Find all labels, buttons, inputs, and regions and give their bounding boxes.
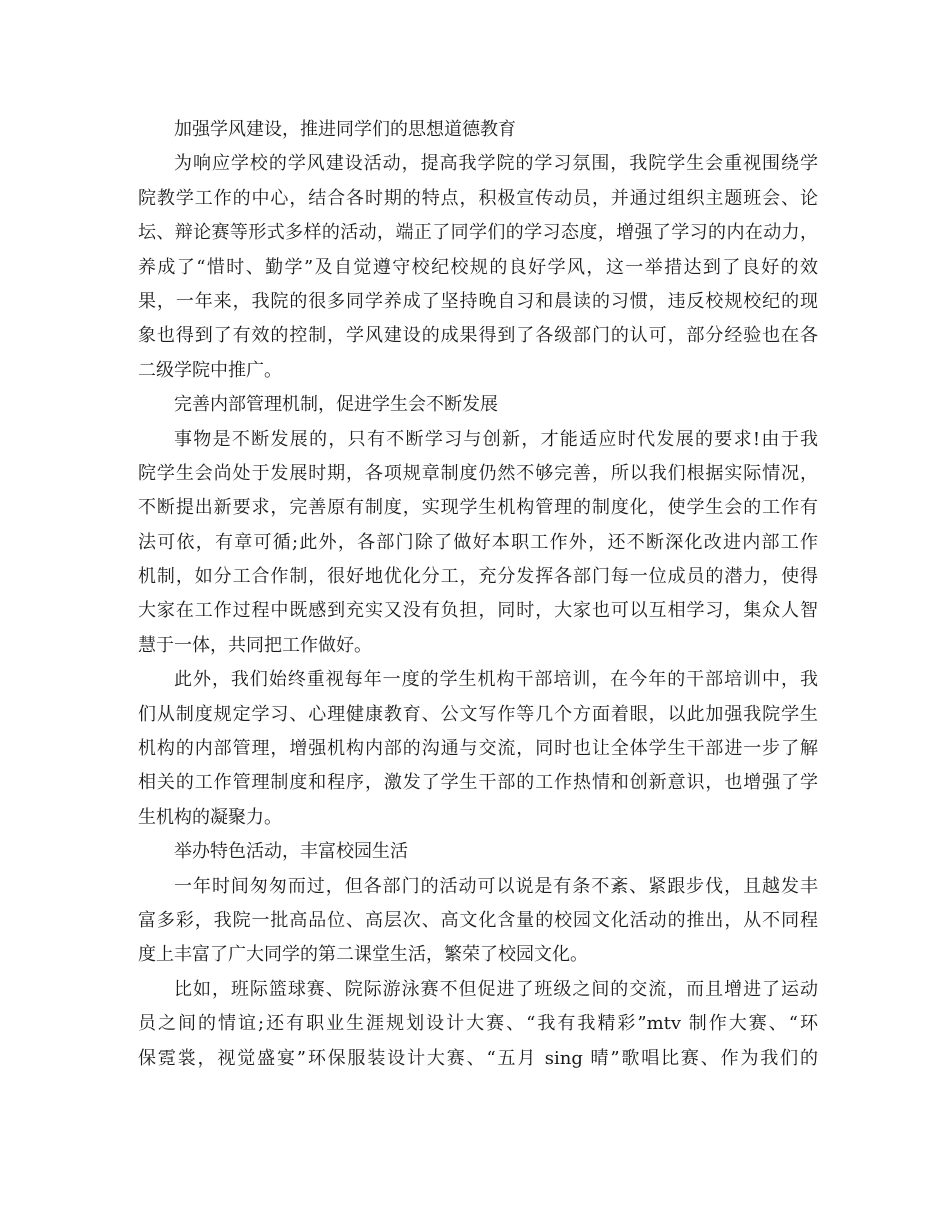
text-line: 慧于一体，共同把工作做好。	[138, 634, 372, 656]
text-line: 二级学院中推广。	[138, 359, 282, 381]
text-line: 事物是不断发展的，只有不断学习与创新，才能适应时代发展的要求!由于我	[174, 428, 818, 450]
text-line: 不断提出新要求，完善原有制度，实现学生机构管理的制度化，使学生会的工作有	[138, 497, 818, 519]
text-line: 一年时间匆匆而过，但各部门的活动可以说是有条不紊、紧跟步伐，且越发丰	[174, 875, 818, 897]
text-line: 院学生会尚处于发展时期，各项规章制度仍然不够完善，所以我们根据实际情况，	[138, 462, 818, 484]
text-line: 保霓裳，视觉盛宴”环保服装设计大赛、“五月 sing 晴”歌唱比赛、作为我们的	[138, 1047, 818, 1069]
section-heading: 加强学风建设，推进同学们的思想道德教育	[174, 119, 516, 140]
document-body	[138, 113, 818, 1076]
text-line: 为响应学校的学风建设活动，提高我学院的学习氛围，我院学生会重视围绕学	[174, 153, 818, 175]
paragraph	[138, 423, 818, 664]
text-line: 养成了“惜时、勤学”及自觉遵守校纪校规的良好学风，这一举措达到了良好的效	[138, 256, 818, 278]
text-line: 机构的内部管理，增强机构内部的沟通与交流，同时也让全体学生干部进一步了解	[138, 738, 818, 760]
text-line: 坛、辩论赛等形式多样的活动，端正了同学们的学习态度，增强了学习的内在动力，	[138, 222, 818, 244]
text-line: 大家在工作过程中既感到充实又没有负担，同时，大家也可以互相学习，集众人智	[138, 600, 818, 622]
text-line: 员之间的情谊;还有职业生涯规划设计大赛、“我有我精彩”mtv 制作大赛、“环	[138, 1013, 818, 1035]
text-line: 机制，如分工合作制，很好地优化分工，充分发挥各部门每一位成员的潜力，使得	[138, 566, 818, 588]
text-line: 生机构的凝聚力。	[138, 806, 282, 828]
text-line: 富多彩，我院一批高品位、高层次、高文化含量的校园文化活动的推出，从不同程	[138, 909, 818, 931]
text-line: 法可依，有章可循;此外，各部门除了做好本职工作外，还不断深化改进内部工作	[138, 531, 818, 553]
paragraph	[138, 147, 818, 388]
paragraph	[138, 663, 818, 835]
text-line: 果，一年来，我院的很多同学养成了坚持晚自习和晨读的习惯，违反校规校纪的现	[138, 290, 818, 312]
text-line: 院教学工作的中心，结合各时期的特点，积极宣传动员，并通过组织主题班会、论	[138, 187, 818, 209]
text-line: 相关的工作管理制度和程序，激发了学生干部的工作热情和创新意识，也增强了学	[138, 772, 818, 794]
text-line: 比如，班际篮球赛、院际游泳赛不但促进了班级之间的交流，而且增进了运动	[174, 978, 818, 1000]
text-line: 度上丰富了广大同学的第二课堂生活，繁荣了校园文化。	[138, 944, 588, 966]
text-line: 此外，我们始终重视每年一度的学生机构干部培训，在今年的干部培训中，我	[174, 669, 818, 691]
paragraph	[138, 973, 818, 1076]
text-line: 象也得到了有效的控制，学风建设的成果得到了各级部门的认可，部分经验也在各	[138, 325, 818, 347]
section-heading: 举办特色活动，丰富校园生活	[174, 841, 408, 863]
section-heading: 完善内部管理机制，促进学生会不断发展	[174, 394, 498, 416]
text-line: 们从制度规定学习、心理健康教育、公文写作等几个方面着眼，以此加强我院学生	[138, 703, 818, 725]
paragraph	[138, 870, 818, 973]
